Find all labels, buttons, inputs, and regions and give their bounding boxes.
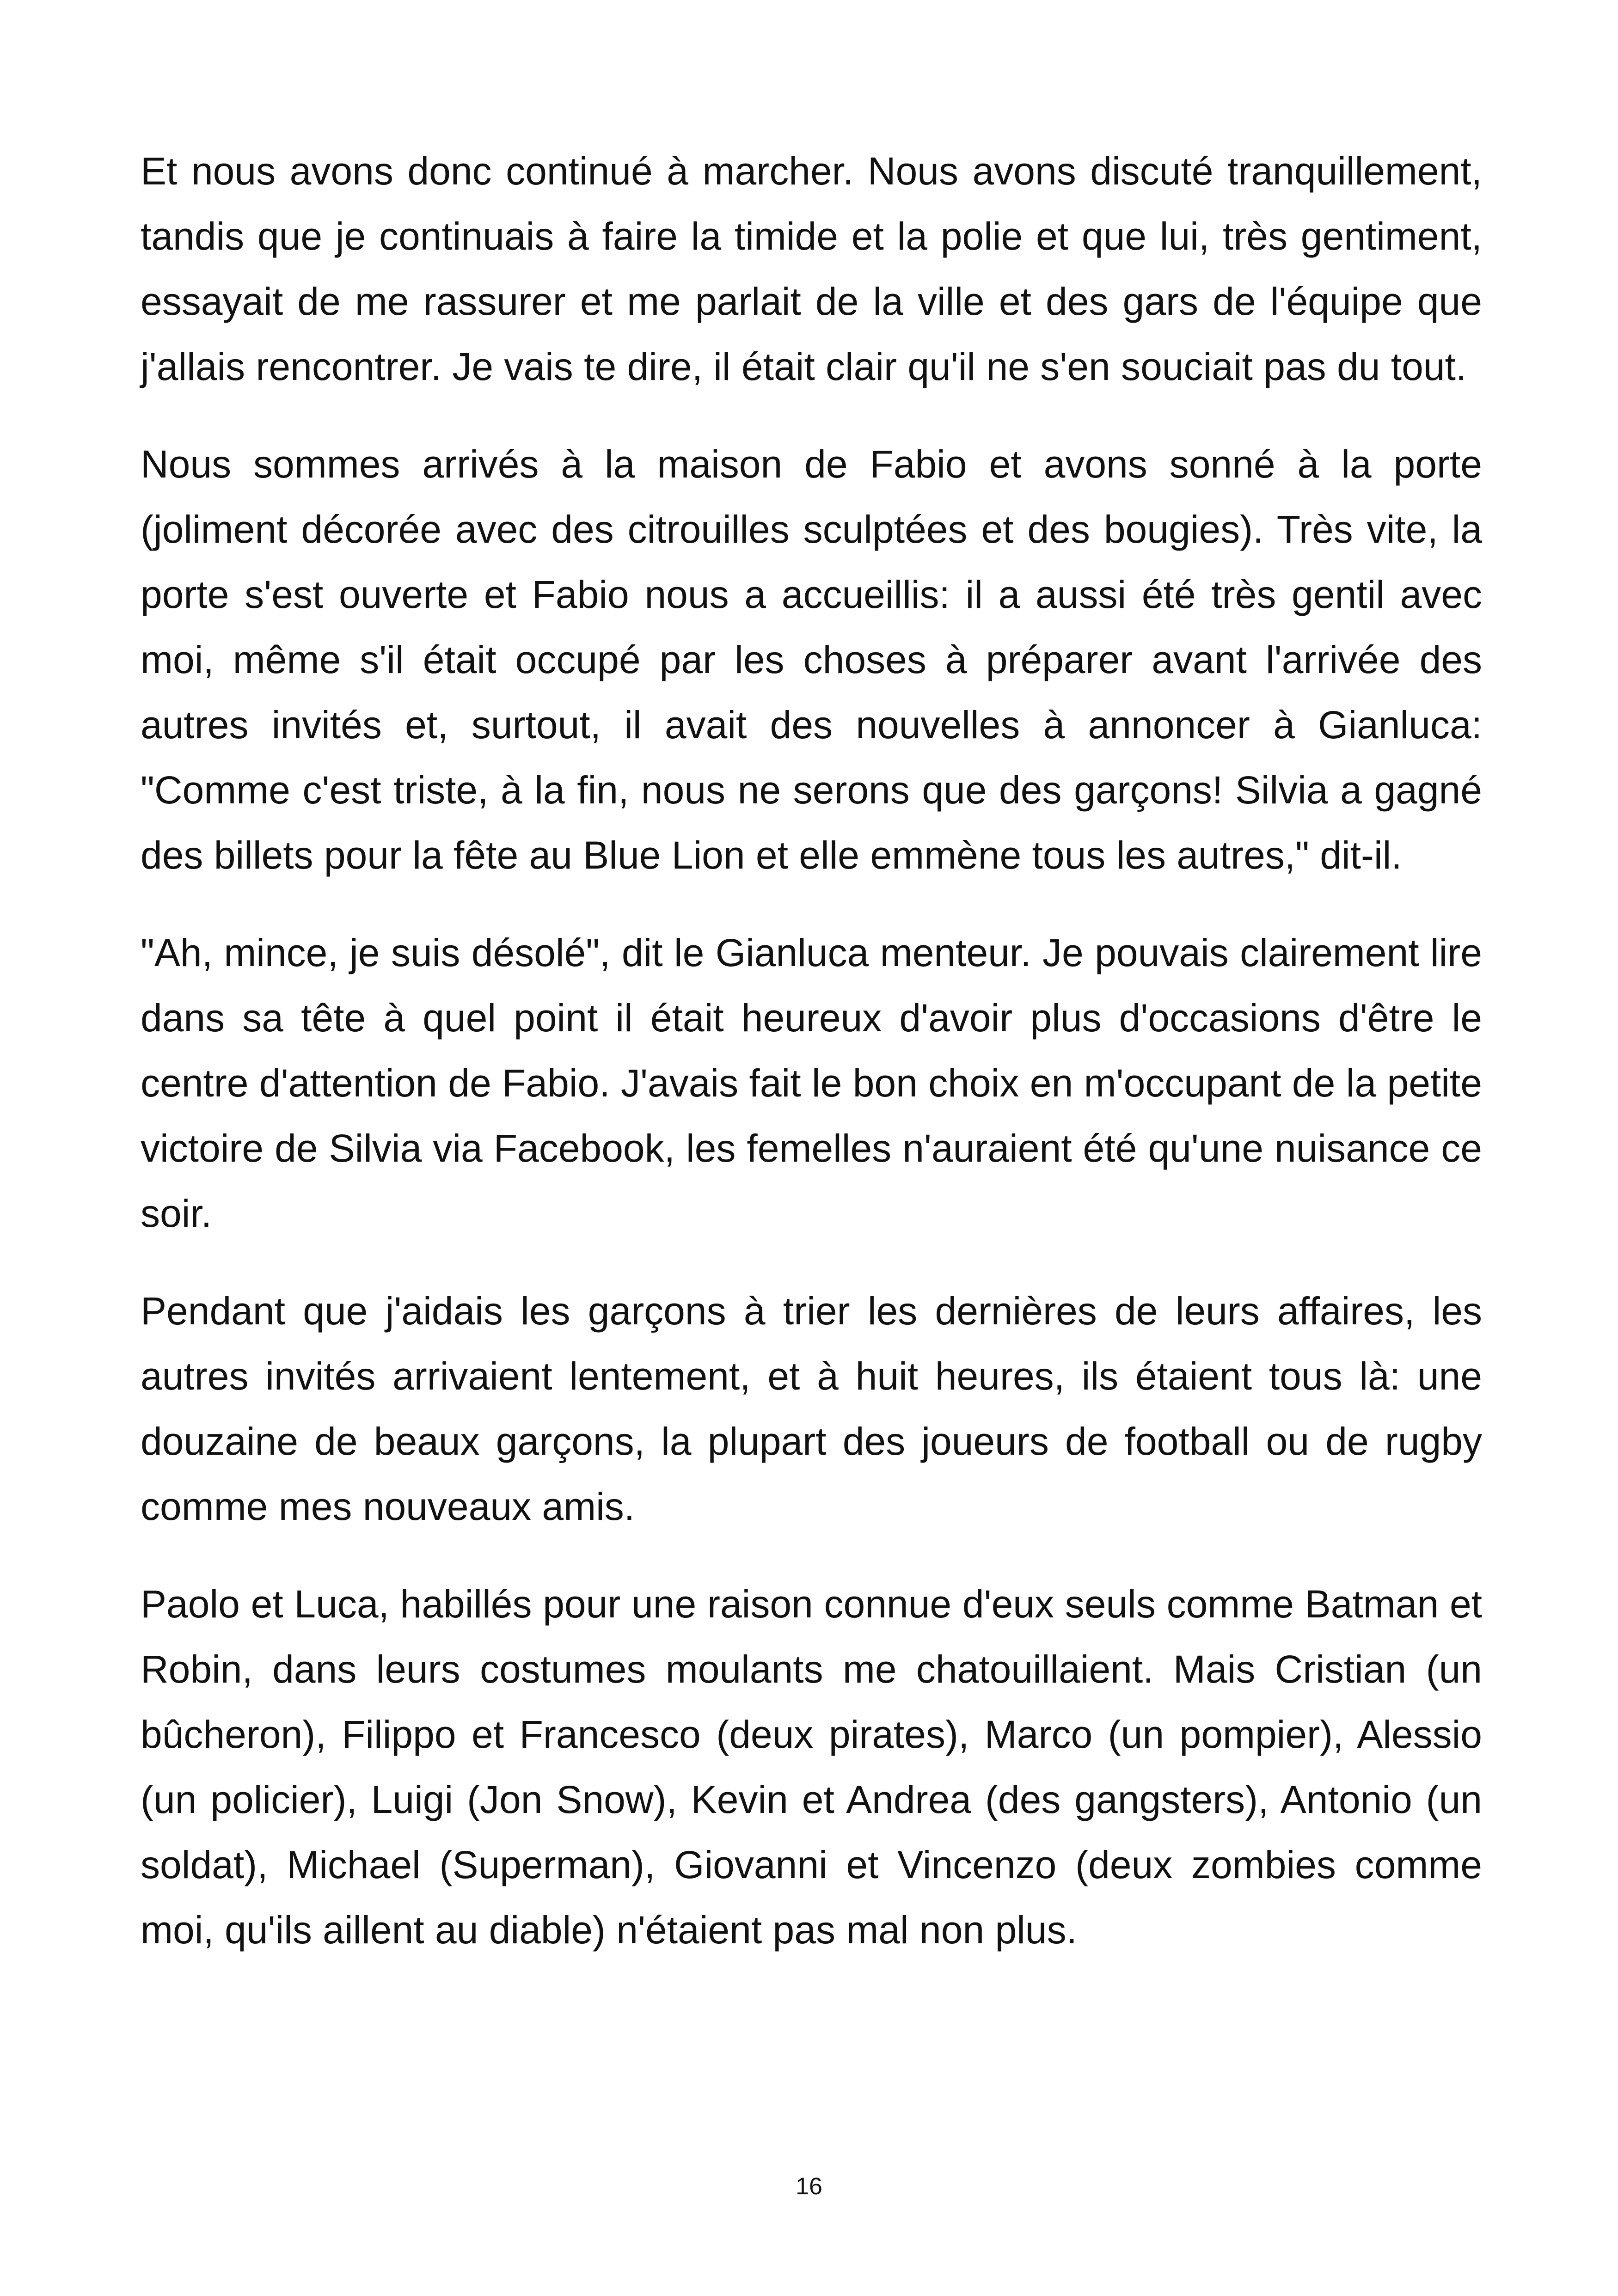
paragraph: "Ah, mince, je suis désolé", dit le Gianluca menteur. Je pouvais clairement lire dans sa tête à quel point il était heureux d'avoir plus d'occasions d'être le centre d'attention de Fabio. J'avais fait le bon choix en m'occupant de la petite victoire de Silvia via Facebook, les femelles n'auraient été qu'une nuisance ce soir.: [141, 931, 1482, 1235]
paragraph: Pendant que j'aidais les garçons à trier les dernières de leurs affaires, les autres invités arrivaient lentement, et à huit heures, ils étaient tous là: une douzaine de beaux garçons, la plupart des joueurs de football ou de rugby comme mes nouveaux amis.: [141, 1289, 1482, 1528]
page-number: 16: [796, 2173, 822, 2200]
paragraph: Et nous avons donc continué à marcher. Nous avons discuté tranquillement, tandis que je continuais à faire la timide et la polie et que lui, très gentiment, essayait de me rassurer et me parlait de la ville et des gars de l'équipe que j'allais rencontrer. Je vais te dire, il était clair qu'il ne s'en souciait pas du tout.: [141, 149, 1482, 388]
body-text: [141, 139, 1482, 1995]
paragraph: Paolo et Luca, habillés pour une raison connue d'eux seuls comme Batman et Robin, dans leurs costumes moulants me chatouillaient. Mais Cristian (un bûcheron), Filippo et Francesco (deux pirates), Marco (un pompier), Alessio (un policier), Luigi (Jon Snow), Kevin et Andrea (des gangsters), Antonio (un soldat), Michael (Superman), Giovanni et Vincenzo (deux zombies comme moi, qu'ils aillent au diable) n'étaient pas mal non plus.: [141, 1582, 1482, 1952]
paragraph: Nous sommes arrivés à la maison de Fabio et avons sonné à la porte (joliment décorée avec des citrouilles sculptées et des bougies). Très vite, la porte s'est ouverte et Fabio nous a accueillis: il a aussi été très gentil avec moi, même s'il était occupé par les choses à préparer avant l'arrivée des autres invités et, surtout, il avait des nouvelles à annoncer à Gianluca: "Comme c'est triste, à la fin, nous ne serons que des garçons! Silvia a gagné des billets pour la fête au Blue Lion et elle emmène tous les autres," dit-il.: [141, 442, 1482, 877]
